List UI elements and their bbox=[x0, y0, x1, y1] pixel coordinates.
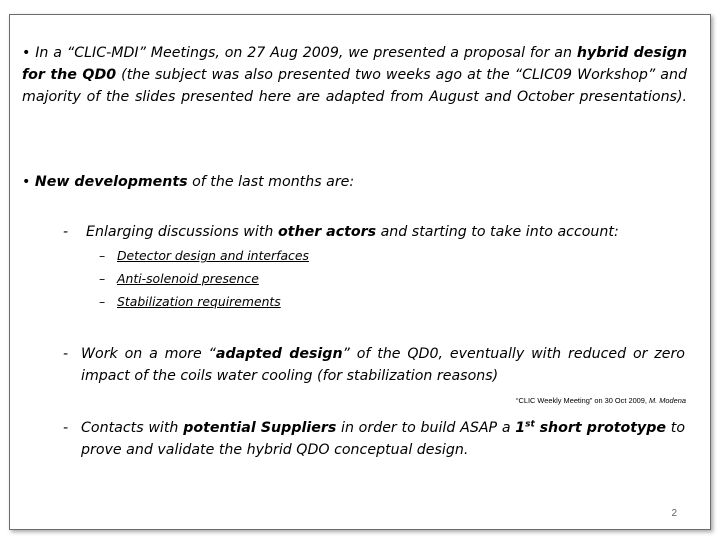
intro-paragraph bbox=[22, 42, 687, 108]
subitem-text: Anti-solenoid presence bbox=[117, 271, 259, 286]
item2-dash: - bbox=[63, 346, 69, 362]
developments-text: of the last months are: bbox=[192, 174, 355, 190]
bullet-marker: • bbox=[22, 45, 31, 61]
subitem-text: Stabilization requirements bbox=[117, 294, 281, 309]
item3-dash: - bbox=[63, 420, 69, 436]
intro-text-3: majority of the slides presented here are adapted from August and October presentations). bbox=[22, 89, 687, 105]
item3-text-3: to bbox=[670, 420, 686, 436]
item2-bold: adapted design bbox=[215, 346, 343, 362]
item3-bold-prototype: short prototype bbox=[539, 420, 667, 436]
intro-bold-for-qd0: for the QD0 bbox=[22, 67, 117, 83]
subitem-detector-design bbox=[99, 247, 309, 265]
item3-bold-suppliers: potential Suppliers bbox=[183, 420, 337, 436]
intro-text-1: In a “CLIC-MDI” Meetings, on 27 Aug 2009, we presented a proposal for an bbox=[35, 45, 572, 61]
subitem-dash: – bbox=[99, 294, 106, 309]
item3-bold-first bbox=[515, 420, 535, 436]
item2-line-1 bbox=[81, 343, 685, 365]
item3-line-2: prove and validate the hybrid QDO conceptual design. bbox=[81, 442, 469, 458]
item3-line-1 bbox=[81, 417, 685, 439]
subitem-dash: – bbox=[99, 271, 106, 286]
developments-bold: New developments bbox=[34, 174, 188, 190]
subitem-stabilization bbox=[99, 293, 281, 311]
developments-paragraph bbox=[22, 171, 687, 193]
item1-text bbox=[86, 221, 619, 243]
item3-text-2: in order to build ASAP a bbox=[341, 420, 511, 436]
item2-line-2: impact of the coils water cooling (for stabilization reasons) bbox=[81, 368, 499, 384]
item1-text-1: Enlarging discussions with bbox=[86, 224, 274, 240]
intro-bold-hybrid-design: hybrid design bbox=[576, 45, 687, 61]
item1-text-2: and starting to take into account: bbox=[380, 224, 619, 240]
subitem-text: Detector design and interfaces bbox=[117, 248, 309, 263]
citation-author: M. Modena bbox=[649, 396, 686, 405]
item3-text-1: Contacts with bbox=[81, 420, 179, 436]
intro-text-2: (the subject was also presented two weeks ago at the “CLIC09 Workshop” and bbox=[121, 67, 687, 83]
item3-first-number: 1 bbox=[515, 420, 526, 436]
item2-text-1: Work on a more “ bbox=[81, 346, 216, 362]
item2-text-2: ” of the QD0, eventually with reduced or zero bbox=[342, 346, 685, 362]
subitem-dash: – bbox=[99, 248, 106, 263]
item3-first-suffix: st bbox=[525, 419, 535, 430]
subitem-anti-solenoid bbox=[99, 270, 259, 288]
item1-bold: other actors bbox=[277, 224, 377, 240]
page-number: 2 bbox=[671, 508, 677, 519]
bullet-marker: • bbox=[22, 174, 31, 190]
item1-dash: - bbox=[63, 224, 69, 240]
citation bbox=[516, 396, 686, 406]
citation-main: “CLIC Weekly Meeting” on 30 Oct 2009, bbox=[516, 396, 647, 405]
